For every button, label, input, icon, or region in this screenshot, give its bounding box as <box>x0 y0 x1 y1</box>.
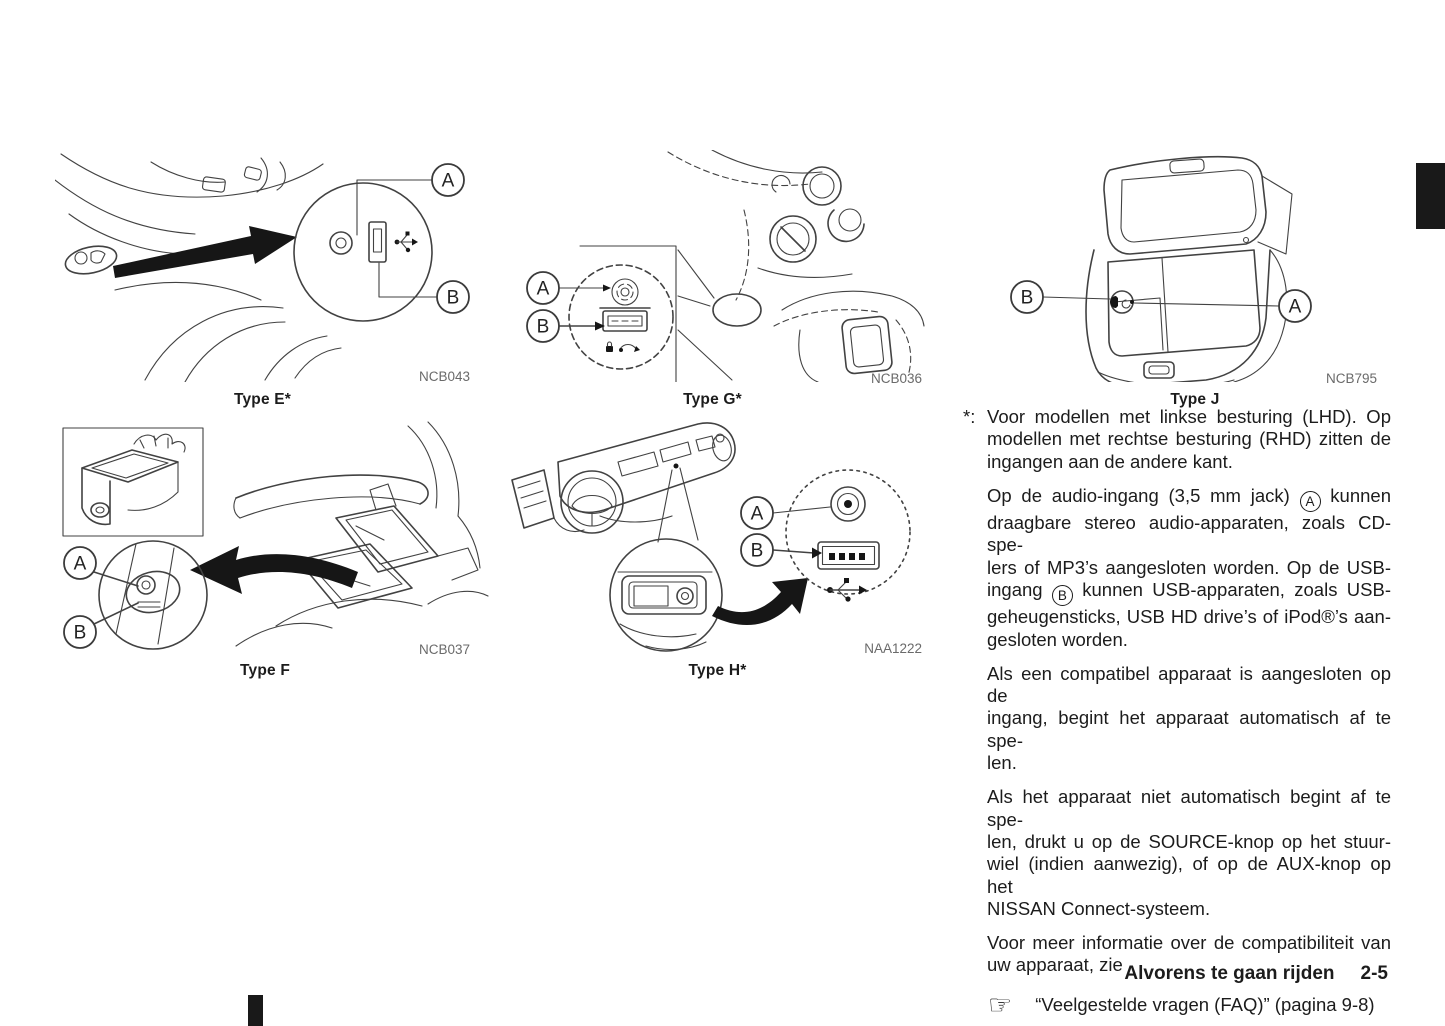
magnified-ports <box>294 183 432 321</box>
text-line: Voor modellen met linkse besturing (LHD). Op <box>987 406 1391 427</box>
footnote-marker: *: <box>963 406 976 427</box>
figure-caption: Type J <box>1170 391 1220 408</box>
text-line: uw apparaat, zie <box>987 954 1123 976</box>
dashboard-sketch <box>512 423 735 533</box>
callout-b: B <box>1020 287 1034 309</box>
figure-code: NCB036 <box>870 371 922 386</box>
page-footer <box>1124 963 1388 985</box>
figure-code: NAA1222 <box>864 641 922 656</box>
text-line: wiel (indien aanwezig), of op de AUX-knop op het <box>987 853 1391 897</box>
footer-page-number: 2-5 <box>1360 963 1388 984</box>
callout-a: A <box>73 553 87 575</box>
usb-symbol-icon <box>827 578 867 602</box>
footer-section-title: Alvorens te gaan rijden <box>1124 963 1335 984</box>
magnified-ports <box>99 541 207 649</box>
magnifier <box>610 464 722 652</box>
text-line: ingang, begint het apparaat automatisch af te spe- <box>987 707 1391 751</box>
text-line: gesloten worden. <box>987 628 1128 650</box>
lock-usb-icon <box>606 342 640 352</box>
dashboard-sketch <box>668 150 924 382</box>
aux-jack <box>612 279 638 305</box>
text-line: draagbare stereo audio-apparaten, zoals CD-spe- <box>987 512 1391 556</box>
text-line: ingang B kunnen USB-apparaten, zoals USB- <box>987 579 1391 606</box>
print-registration-mark <box>248 995 263 1026</box>
usb-aux-connector <box>1110 291 1134 313</box>
aux-jack <box>137 576 155 594</box>
figure-code: NCB037 <box>418 642 470 657</box>
aux-jack <box>330 232 352 254</box>
text-line: Als het apparaat niet automatisch begint af te spe- <box>987 786 1391 830</box>
paragraph-audio-usb <box>987 485 1391 651</box>
text-line: ingangen aan de andere kant. <box>987 450 1233 472</box>
magnified-ports <box>569 265 673 369</box>
body-text-column <box>963 406 1391 1020</box>
callout-b: B <box>750 540 764 562</box>
manicule-icon: ☞ <box>988 989 1013 1020</box>
text-line: len. <box>987 752 1017 774</box>
console-box-sketch <box>1086 157 1292 382</box>
zoom-arrow <box>190 546 358 594</box>
inset-console-sketch <box>63 428 203 536</box>
text-line: Als een compatibel apparaat is aangesloten op de <box>987 662 1391 707</box>
connector-dot <box>677 588 693 604</box>
inline-callout-b: B <box>1052 585 1073 606</box>
figure-type-j-art <box>1010 150 1380 382</box>
figure-code: NCB043 <box>418 369 470 384</box>
callouts <box>527 272 611 342</box>
text-line: lers of MP3’s aangesloten worden. Op de USB- <box>987 556 1391 578</box>
paragraph-autoplay <box>987 663 1391 774</box>
footnote-paragraph <box>963 406 1391 473</box>
figure-type-e-art <box>55 150 470 382</box>
interior-sketch <box>55 154 341 382</box>
figure-type-f <box>40 420 490 680</box>
paragraph-source-button <box>987 786 1391 920</box>
figure-caption: Type E* <box>233 391 292 408</box>
figure-type-e <box>55 150 470 409</box>
text-line: modellen met rechtse besturing (RHD) zitten de <box>987 428 1391 450</box>
callout-a: A <box>750 503 764 525</box>
usb-port <box>369 222 386 262</box>
figure-type-f-art <box>40 420 490 654</box>
figure-type-j <box>1010 150 1380 409</box>
reference-text: “Veelgestelde vragen (FAQ)” (pagina 9-8) <box>1035 993 1375 1015</box>
callout-b: B <box>73 622 87 644</box>
inline-callout-a: A <box>1300 491 1321 512</box>
zoom-arrow <box>712 578 808 625</box>
figure-caption: Type H* <box>688 662 747 679</box>
text-line: Voor meer informatie over de compatibiliteit van <box>987 932 1391 954</box>
text-line: geheugensticks, USB HD drive’s of iPod®’s aan- <box>987 606 1391 628</box>
figure-type-h-art <box>500 420 935 654</box>
usb-port <box>138 602 160 607</box>
callout-b: B <box>536 316 550 338</box>
text-line: Op de audio-ingang (3,5 mm jack) A kunnen <box>987 485 1391 512</box>
text-line: NISSAN Connect-systeem. <box>987 897 1211 919</box>
callout-a: A <box>441 170 455 192</box>
seat-console-sketch <box>234 422 488 646</box>
callouts <box>741 497 830 566</box>
callout-a: A <box>536 278 550 300</box>
zoom-arrow <box>113 226 297 278</box>
callout-a: A <box>1288 296 1302 318</box>
figure-type-g <box>500 150 925 409</box>
usb-symbol-icon <box>395 232 418 253</box>
callout-b: B <box>446 287 460 309</box>
cross-reference <box>987 989 1391 1020</box>
section-tab-mark <box>1416 163 1445 229</box>
text-line: len, drukt u op de SOURCE-knop op het stuur- <box>987 830 1391 852</box>
figure-type-h <box>500 420 935 680</box>
figure-caption: Type F <box>239 662 290 679</box>
figure-caption: Type G* <box>683 391 742 408</box>
figure-code: NCB795 <box>1325 371 1377 386</box>
figure-type-g-art <box>500 150 925 382</box>
